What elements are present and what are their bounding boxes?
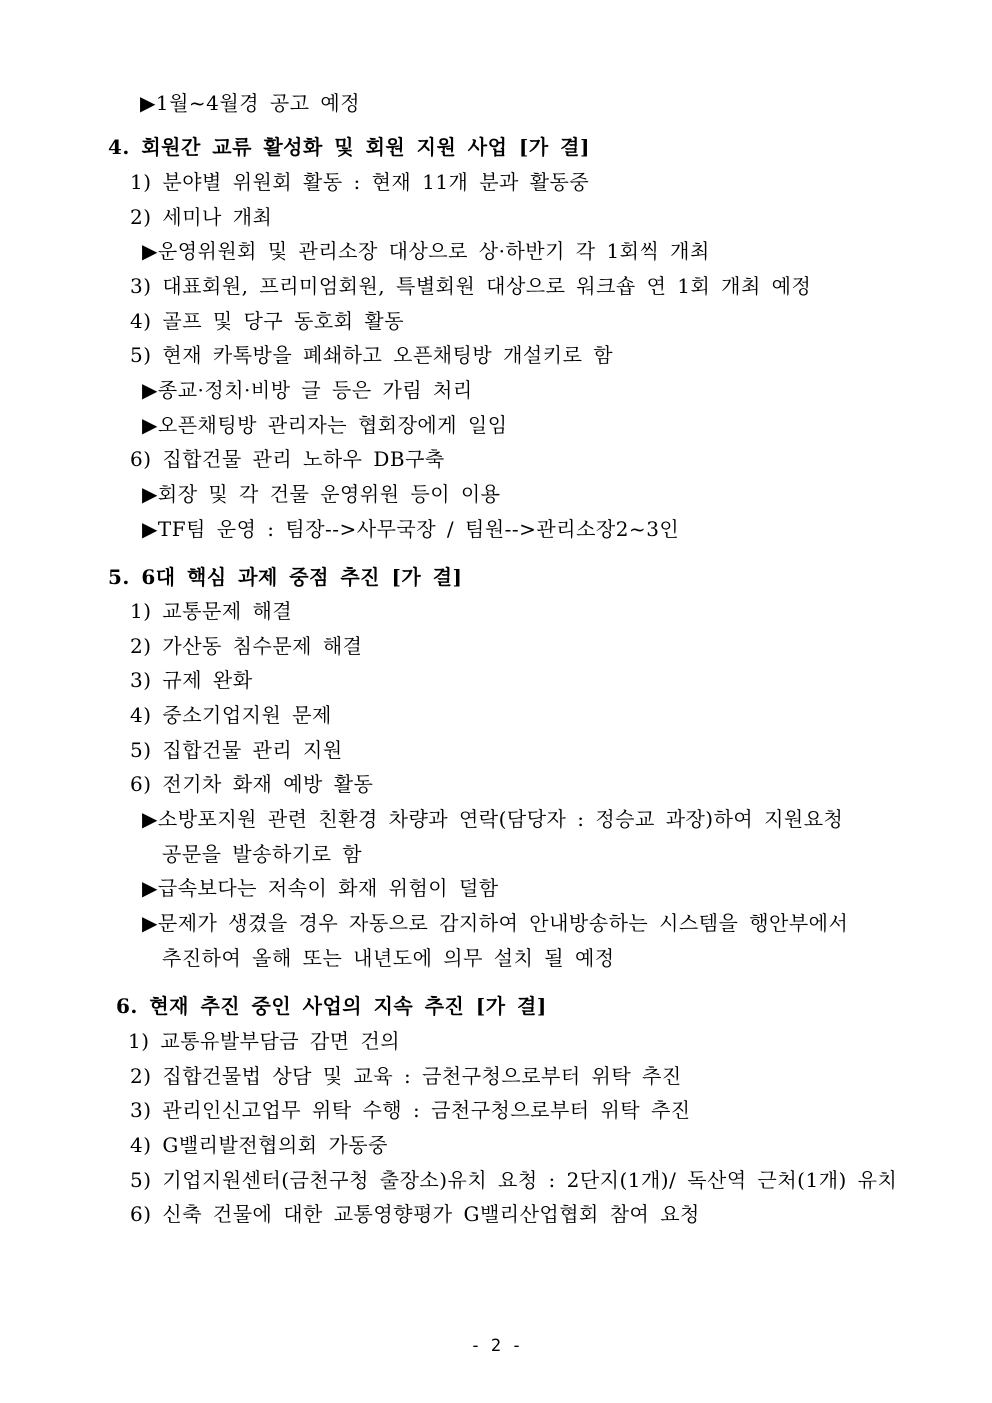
bullet-line: ▶소방포지원 관련 친환경 차량과 연락(담당자 : 정승교 과장)하여 지원요청 xyxy=(142,807,844,831)
bullet-continuation: 추진하여 올해 또는 내년도에 의무 설치 될 예정 xyxy=(162,946,615,970)
bullet-line: ▶급속보다는 저속이 화재 위험이 덜함 xyxy=(142,876,499,900)
bullet-continuation: 공문을 발송하기로 함 xyxy=(162,842,363,866)
list-item: 3) 관리인신고업무 위탁 수행 : 금천구청으로부터 위탁 추진 xyxy=(130,1098,691,1122)
list-item: 6) 전기차 화재 예방 활동 xyxy=(130,772,374,796)
bullet-line: ▶1월~4월경 공고 예정 xyxy=(140,91,361,115)
bullet-line: ▶오픈채팅방 관리자는 협회장에게 일임 xyxy=(142,413,508,437)
list-item: 3) 대표회원, 프리미엄회원, 특별회원 대상으로 워크숍 연 1회 개최 예정 xyxy=(130,274,812,298)
list-item: 6) 신축 건물에 대한 교통영향평가 G밸리산업협회 참여 요청 xyxy=(130,1202,700,1226)
section-heading-6: 6. 현재 추진 중인 사업의 지속 추진 [가 결] xyxy=(116,994,547,1018)
list-item: 1) 분야별 위원회 활동 : 현재 11개 분과 활동중 xyxy=(130,170,590,194)
bullet-line: ▶운영위원회 및 관리소장 대상으로 상·하반기 각 1회씩 개최 xyxy=(142,239,710,263)
bullet-line: ▶회장 및 각 건물 운영위원 등이 이용 xyxy=(142,482,501,506)
page-number: - 2 - xyxy=(470,1336,522,1356)
list-item: 5) 집합건물 관리 지원 xyxy=(130,738,343,762)
list-item: 4) G밸리발전협의회 가동중 xyxy=(130,1133,388,1157)
list-item: 2) 가산동 침수문제 해결 xyxy=(130,634,363,658)
list-item: 6) 집합건물 관리 노하우 DB구축 xyxy=(130,447,445,471)
list-item: 2) 세미나 개최 xyxy=(130,205,273,229)
bullet-line: ▶종교·정치·비방 글 등은 가림 처리 xyxy=(142,378,473,402)
list-item: 4) 골프 및 당구 동호회 활동 xyxy=(130,309,405,333)
list-item: 1) 교통유발부담금 감면 건의 xyxy=(128,1029,401,1053)
bullet-line: ▶TF팀 운영 : 팀장-->사무국장 / 팀원-->관리소장2~3인 xyxy=(142,517,680,541)
list-item: 5) 기업지원센터(금천구청 출장소)유치 요청 : 2단지(1개)/ 독산역 근처(1개) 유치 xyxy=(130,1168,898,1192)
list-item: 3) 규제 완화 xyxy=(130,668,253,692)
list-item: 2) 집합건물법 상담 및 교육 : 금천구청으로부터 위탁 추진 xyxy=(130,1064,682,1088)
section-heading-4: 4. 회원간 교류 활성화 및 회원 지원 사업 [가 결] xyxy=(108,135,590,159)
bullet-line: ▶문제가 생겼을 경우 자동으로 감지하여 안내방송하는 시스템을 행안부에서 xyxy=(142,911,849,935)
section-heading-5: 5. 6대 핵심 과제 중점 추진 [가 결] xyxy=(108,565,463,589)
list-item: 1) 교통문제 해결 xyxy=(130,599,293,623)
list-item: 4) 중소기업지원 문제 xyxy=(130,703,332,727)
list-item: 5) 현재 카톡방을 폐쇄하고 오픈채팅방 개설키로 함 xyxy=(130,343,614,367)
